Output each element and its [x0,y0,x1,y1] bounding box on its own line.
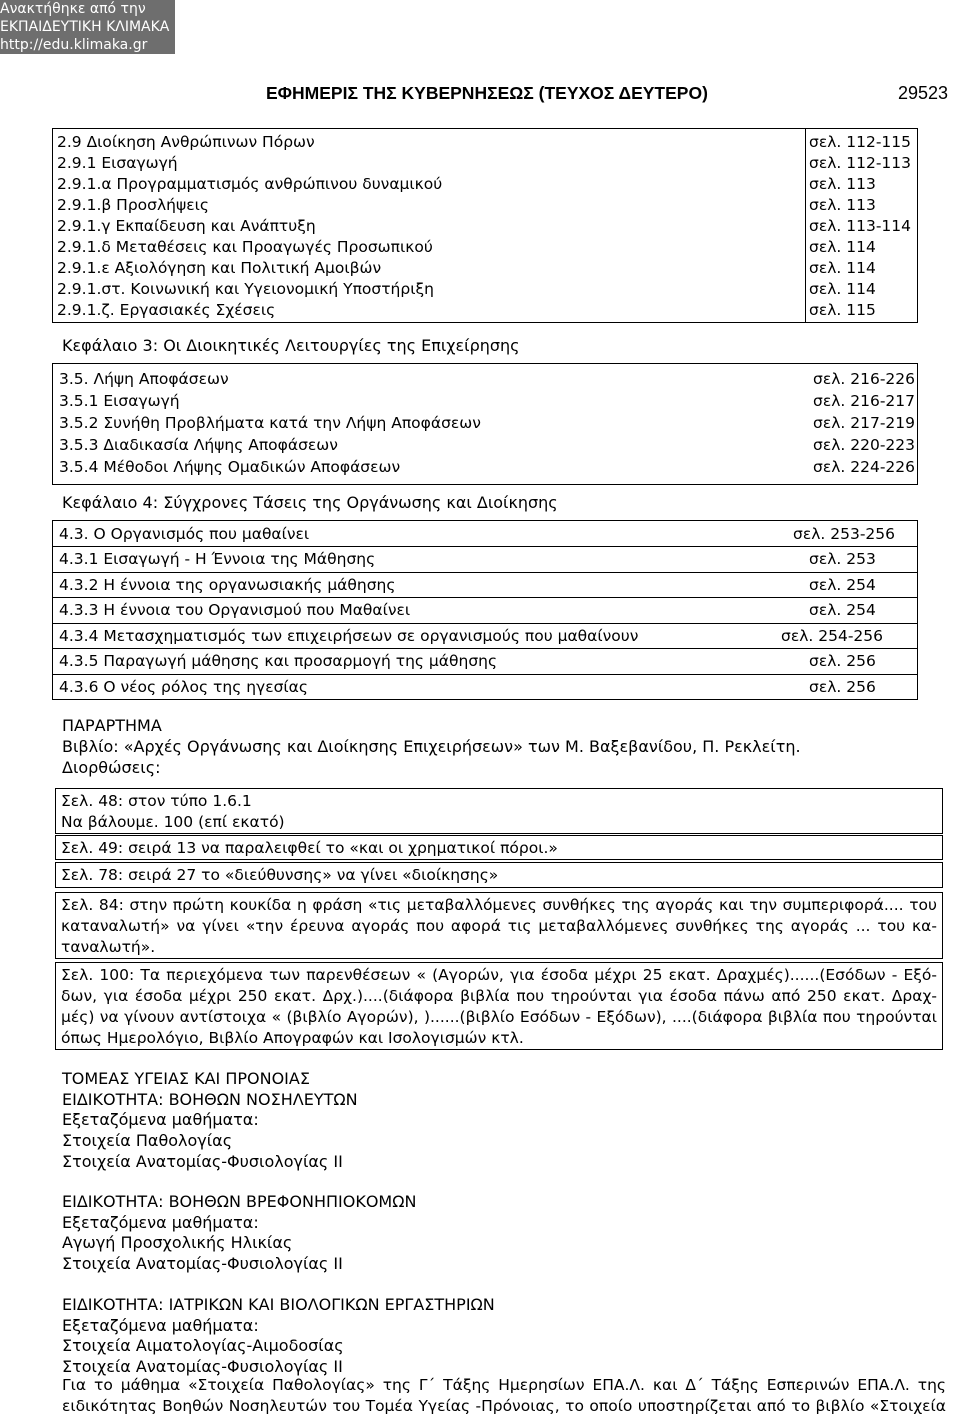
table-row-pages: σελ. 113 [809,175,876,193]
table-row-pages: σελ. 253-256 [793,525,895,543]
table-row-item: 2.9.1.α Προγραμματισμός ανθρώπινου δυναμικού [57,175,443,193]
table-row-pages: σελ. 254 [809,601,876,619]
table-row-item: 4.3.4 Μετασχηματισμός των επιχειρήσεων σε οργανισμούς που μαθαίνουν [59,627,639,645]
table-row-pages: σελ. 113-114 [809,217,911,235]
table-row-pages: σελ. 114 [809,259,876,277]
table-row-item: 4.3.2 Η έννοια της οργανωσιακής μάθησης [59,576,396,594]
table-row-pages: σελ. 224-226 [813,458,915,476]
page-number: 29523 [897,83,948,103]
source-line: Ανακτήθηκε από την [0,1,146,17]
table-row-pages: σελ. 112-113 [809,154,911,172]
correction-box [55,892,943,959]
contents-table-chapter-4 [52,520,918,700]
row-divider [53,546,917,547]
table-row-pages: σελ. 217-219 [813,414,915,432]
contents-table-chapter-3 [52,363,918,485]
appendix-heading: ΠΑΡΑΡΤΗΜΑ [62,716,162,735]
table-row-pages: σελ. 254 [809,576,876,594]
specialty-block [62,1295,495,1378]
course-item: Στοιχεία Παθολογίας [62,1131,233,1151]
specialty-name: ΕΙΔΙΚΟΤΗΤΑ: ΒΟΗΘΩΝ ΒΡΕΦΟΝΗΠΙΟΚΟΜΩΝ [62,1192,417,1211]
table-row-item: 3.5.1 Εισαγωγή [59,392,180,410]
correction-text: Να βάλουμε. 100 (επί εκατό) [61,813,285,831]
source-link[interactable]: http://edu.klimaka.gr [0,37,148,53]
correction-text: Σελ. 78: σειρά 27 το «διεύθυνσης» να γίνει «διοίκησης» [61,866,499,884]
table-row-pages: σελ. 216-217 [813,392,915,410]
course-item: Στοιχεία Ανατομίας-Φυσιολογίας ΙΙ [62,1151,343,1171]
table-row-item: 4.3.3 Η έννοια του Οργανισμού που Μαθαίνει [59,601,411,619]
course-item: Αγωγή Προσχολικής Ηλικίας [62,1233,293,1253]
correction-text: Σελ. 100: Τα περιεχόμενα των παρενθέσεων « (Αγορών, για έσοδα μέχρι 25 εκατ. Δραχμές)......(Εσόδων - Εξό- δων, για έσοδα μέχρι 250 εκατ. Δρχ.)....(διάφορα βιβλία που τηρούνται για έσοδα πάνω από 250 εκατ. Δραχ- μές) να γίνουν αντίστοιχα « (βιβλίο Αγορών), )......(βιβλίο Εσόδων - Εξόδων), ....(διάφορα βιβλία που τηρούνται όπως Ημερολόγιο, Βιβλίο Απογραφών και Ισολογισμών κτλ. [61,966,937,1047]
row-divider [53,674,917,675]
chapter-3-title: Κεφάλαιο 3: Οι Διοικητικές Λειτουργίες της Επιχείρησης [62,336,520,355]
correction-text: Σελ. 84: στην πρώτη κουκίδα η φράση «τις μεταβαλλόμενες συνθήκες της αγοράς και την συμπεριφορά.... του καταναλωτή» να γίνει «την έρευνα αγοράς που αφορά τις μεταβαλλόμενες συνθήκες της αγοράς ... του κα- ταναλωτή». [61,896,937,956]
table-row-pages: σελ. 253 [809,550,876,568]
gazette-title: ΕΦΗΜΕΡΙΣ ΤΗΣ ΚΥΒΕΡΝΗΣΕΩΣ (ΤΕΥΧΟΣ ΔΕΥΤΕΡΟ) [266,83,708,103]
correction-text: Σελ. 48: στον τύπο 1.6.1 [61,792,252,810]
contents-table-2-9 [52,128,918,323]
table-row-pages: σελ. 115 [809,301,876,319]
source-line: ΕΚΠΑΙΔΕΥΤΙΚΗ ΚΛΙΜΑΚΑ [0,19,170,35]
table-row-item: 3.5.3 Διαδικασία Λήψης Αποφάσεων [59,436,338,454]
correction-box [55,962,943,1050]
specialty-name: ΕΙΔΙΚΟΤΗΤΑ: ΒΟΗΘΩΝ ΝΟΣΗΛΕΥΤΩΝ [62,1089,358,1109]
table-row-pages: σελ. 114 [809,280,876,298]
table-row-item: 2.9.1 Εισαγωγή [57,154,178,172]
courses-label: Εξεταζόμενα μαθήματα: [62,1212,259,1232]
footer-paragraph: Για το μάθημα «Στοιχεία Παθολογίας» της Γ΄ Τάξης Ημερησίων ΕΠΑ.Λ. και Δ΄ Τάξης Εσπερινών ΕΠΑ.Λ. της ειδικότητας Βοηθών Νοσηλευτών του Τομέα Υγείας -Πρόνοιας, το οποίο υποστηρίζεται από το βιβλίο «Στοιχεία [62,1376,946,1415]
chapter-4-title: Κεφάλαιο 4: Σύγχρονες Τάσεις της Οργάνωσης και Διοίκησης [62,493,558,512]
table-row-pages: σελ. 256 [809,678,876,696]
column-divider [805,129,806,322]
course-item: Στοιχεία Ανατομίας-Φυσιολογίας ΙΙ [62,1254,343,1274]
correction-box [55,788,943,834]
table-row-item: 2.9.1.στ. Κοινωνική και Υγειονομική Υποστήριξη [57,280,434,298]
table-row-item: 2.9 Διοίκηση Ανθρώπινων Πόρων [57,133,315,151]
table-row-pages: σελ. 114 [809,238,876,256]
correction-box [55,862,943,888]
table-row-item: 4.3.1 Εισαγωγή - Η Έννοια της Μάθησης [59,550,376,568]
appendix-book: Βιβλίο: «Αρχές Οργάνωσης και Διοίκησης Επιχειρήσεων» των Μ. Βαξεβανίδου, Π. Ρεκλείτη. [62,737,801,756]
table-row-item: 2.9.1.ζ. Εργασιακές Σχέσεις [57,301,276,319]
specialty-name: ΕΙΔΙΚΟΤΗΤΑ: ΙΑΤΡΙΚΩΝ ΚΑΙ ΒΙΟΛΟΓΙΚΩΝ ΕΡΓΑΣΤΗΡΙΩΝ [62,1295,495,1314]
specialty-block [62,1192,416,1275]
row-divider [53,572,917,573]
table-row-pages: σελ. 256 [809,652,876,670]
table-row-item: 2.9.1.δ Μεταθέσεις και Προαγωγές Προσωπικού [57,238,433,256]
row-divider [53,648,917,649]
source-watermark [0,0,175,54]
table-row-item: 3.5. Λήψη Αποφάσεων [59,370,229,388]
row-divider [53,597,917,598]
course-item: Στοιχεία Ανατομίας-Φυσιολογίας ΙΙ [62,1357,343,1377]
table-row-item: 3.5.2 Συνήθη Προβλήματα κατά την Λήψη Αποφάσεων [59,414,481,432]
table-row-item: 4.3.6 Ο νέος ρόλος της ηγεσίας [59,678,308,696]
corrections-label: Διορθώσεις: [62,758,161,777]
correction-text: Σελ. 49: σειρά 13 να παραλειφθεί το «και οι χρηματικοί πόροι.» [61,839,558,857]
course-item: Στοιχεία Αιματολογίας-Αιμοδοσίας [62,1336,344,1356]
table-row-item: 2.9.1.γ Εκπαίδευση και Ανάπτυξη [57,217,316,235]
table-row-item: 4.3.5 Παραγωγή μάθησης και προσαρμογή της μάθησης [59,652,498,670]
row-divider [53,623,917,624]
correction-box [55,835,943,860]
table-row-item: 2.9.1.β Προσλήψεις [57,196,209,214]
table-row-pages: σελ. 254-256 [781,627,883,645]
gazette-header [0,83,960,105]
table-row-item: 3.5.4 Μέθοδοι Λήψης Ομαδικών Αποφάσεων [59,458,401,476]
table-row-pages: σελ. 112-115 [809,133,911,151]
courses-label: Εξεταζόμενα μαθήματα: [62,1110,259,1130]
table-row-item: 4.3. Ο Οργανισμός που μαθαίνει [59,525,310,543]
table-row-pages: σελ. 220-223 [813,436,915,454]
table-row-pages: σελ. 216-226 [813,370,915,388]
courses-label: Εξεταζόμενα μαθήματα: [62,1315,259,1335]
table-row-item: 2.9.1.ε Αξιολόγηση και Πολιτική Αμοιβών [57,259,382,277]
sector-block [62,1069,358,1173]
table-row-pages: σελ. 113 [809,196,876,214]
sector-title: ΤΟΜΕΑΣ ΥΓΕΙΑΣ ΚΑΙ ΠΡΟΝΟΙΑΣ [62,1069,310,1088]
